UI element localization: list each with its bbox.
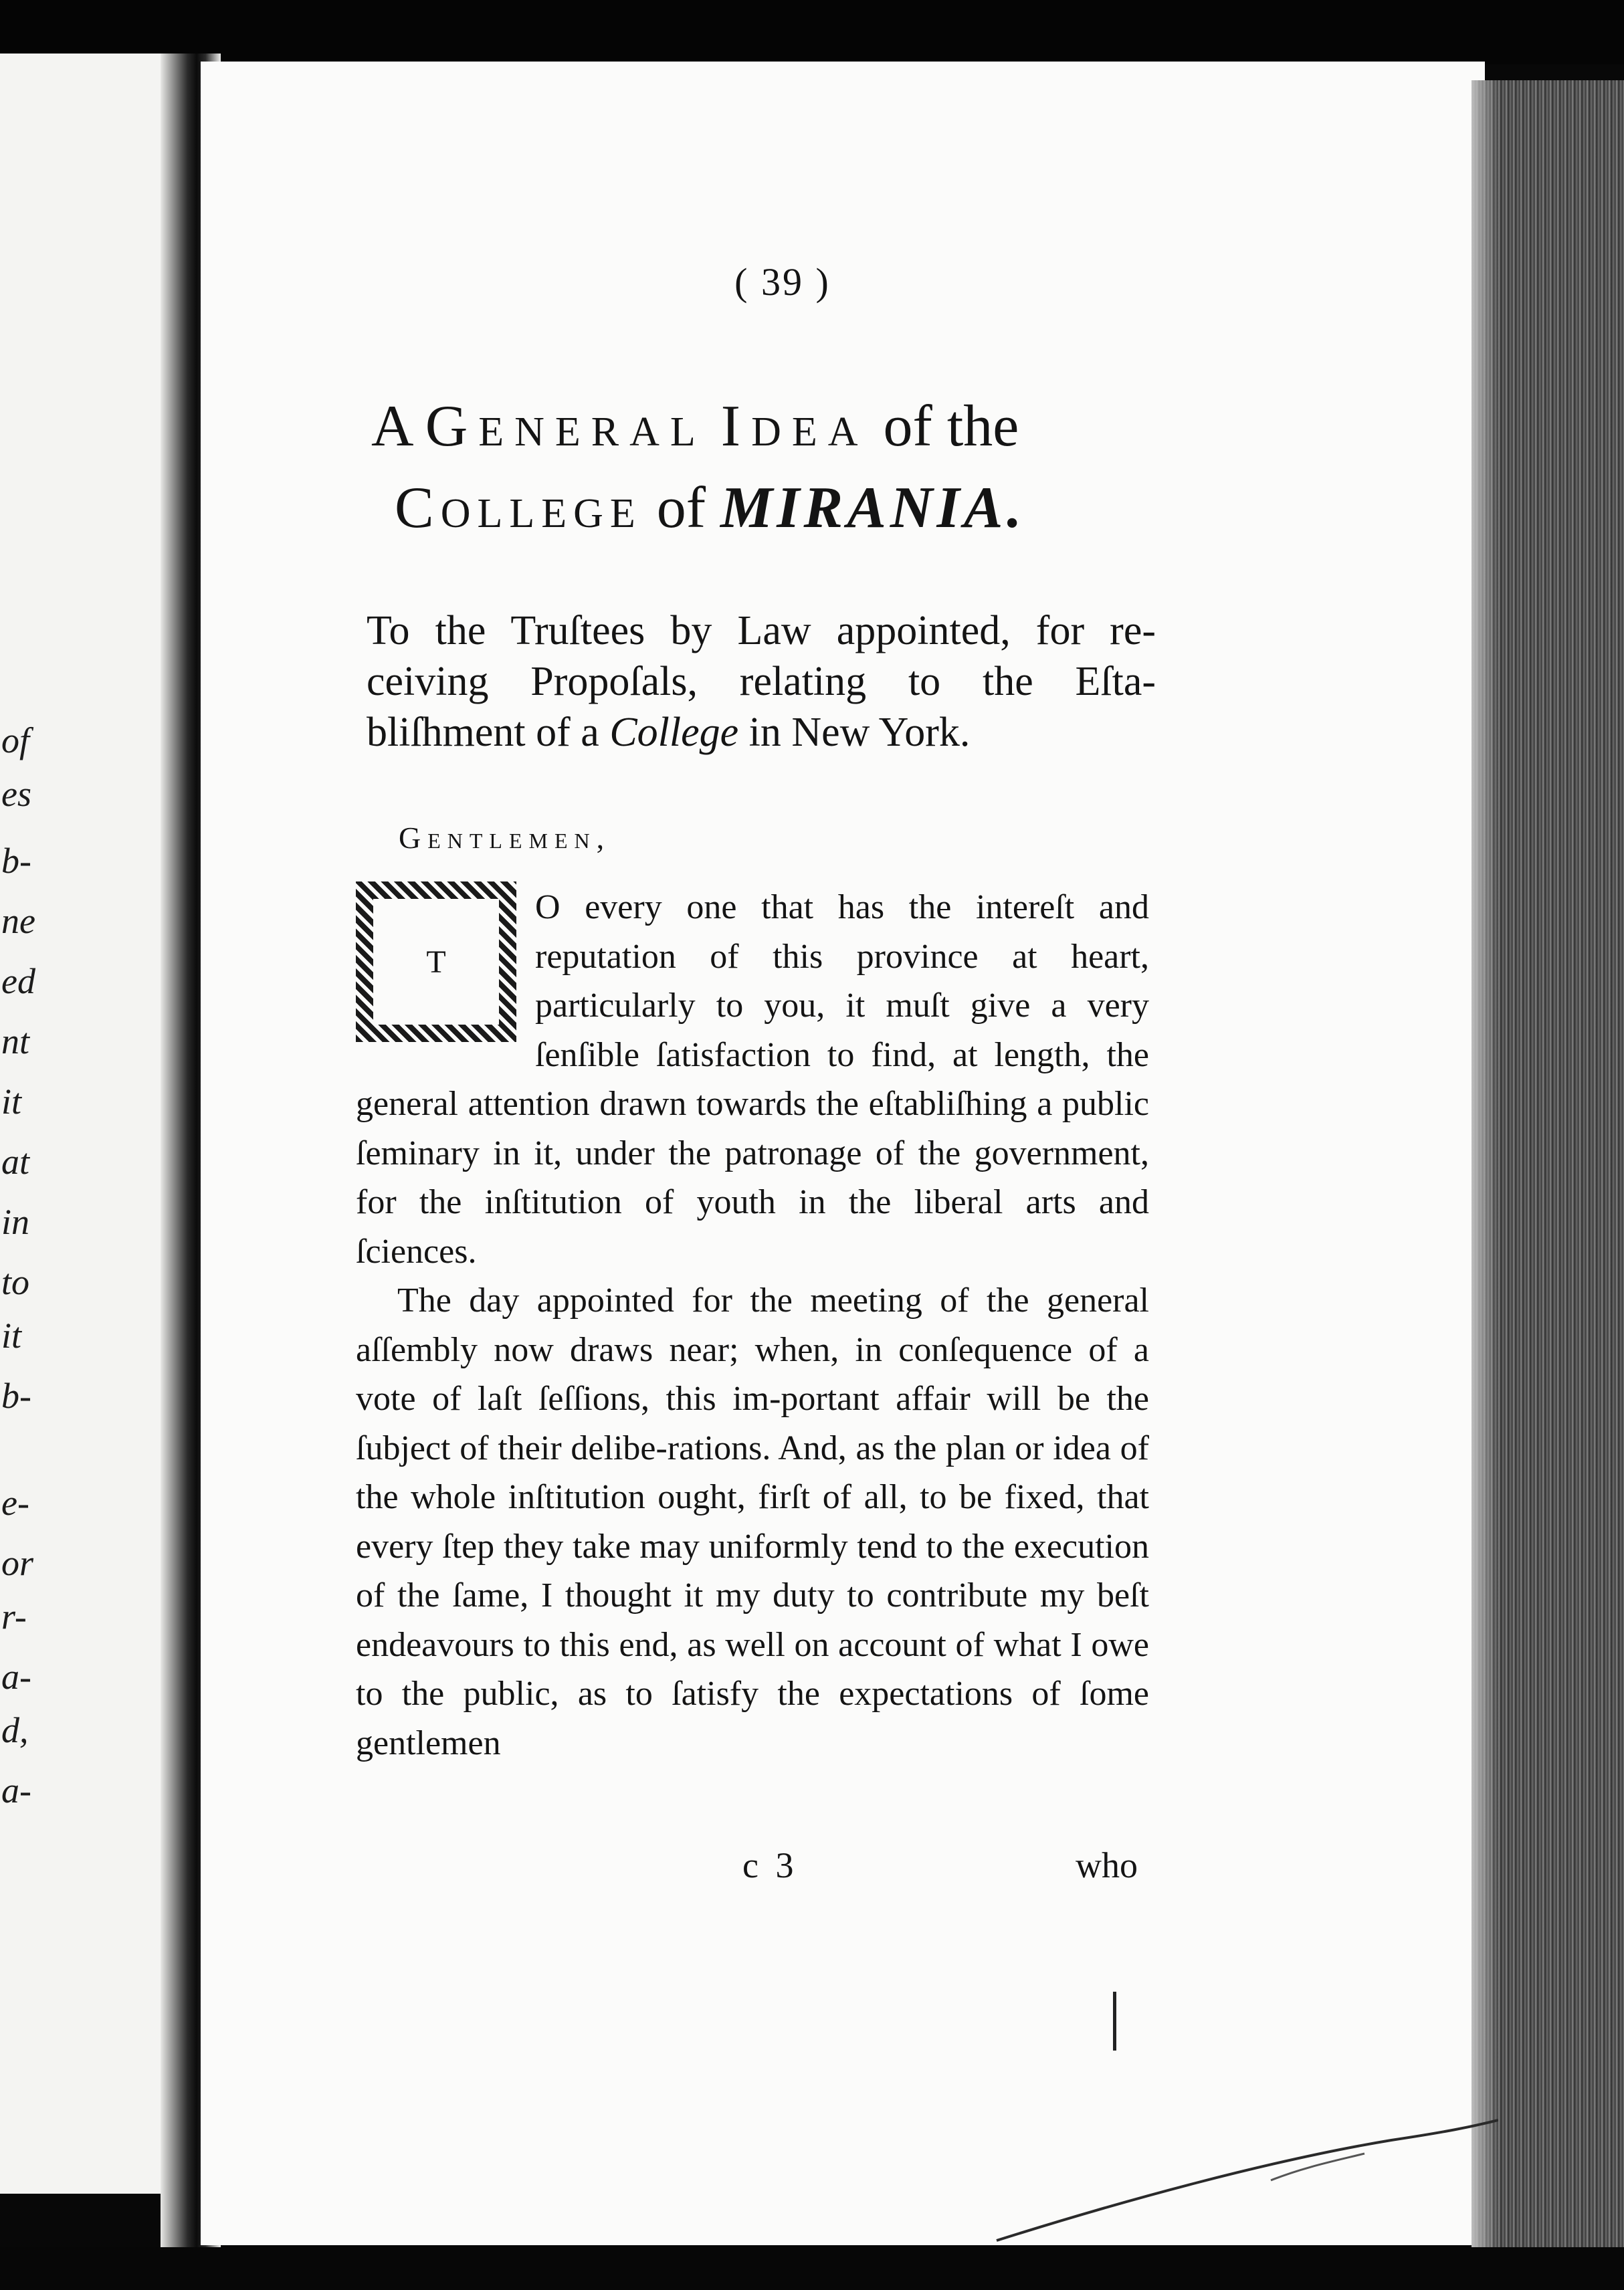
drop-cap-ornament (356, 881, 516, 1042)
left-fragment: in (1, 1202, 30, 1242)
left-fragment: r- (1, 1596, 27, 1637)
left-fragment: nt (1, 1021, 30, 1061)
left-fragment: b- (1, 1376, 31, 1416)
scan-bottom-edge (0, 2247, 1624, 2290)
left-fragment: or (1, 1543, 34, 1583)
title-word: College (395, 476, 642, 540)
left-fragment: it (1, 1081, 22, 1122)
page-number: ( 39 ) (734, 260, 831, 304)
title-line-1 (371, 395, 1174, 459)
address-text: To the Truſtees by Law appointed, for re-ceiving Propoſals, relating to the Eſta-bliſhment of a (367, 608, 1156, 755)
left-fragment: ed (1, 961, 35, 1001)
left-fragment: of (1, 720, 30, 760)
left-fragment: b- (1, 841, 31, 881)
title-word: of the (883, 394, 1019, 459)
left-fragment: a- (1, 1770, 31, 1810)
address-italic: College (609, 710, 739, 755)
title-line-2 (395, 476, 1197, 540)
title-word: MIRANIA. (720, 476, 1026, 540)
page-edge-shade (1471, 80, 1498, 2261)
address-text: in New York. (738, 710, 971, 755)
paragraph: The day appointed for the meeting of the general aſſembly now draws near; when, in conſequence of a vote of laſt ſeſſions, this im-portant affair will be the ſubject of their delibe-rations. And, as the plan or idea of the whole inſtitution ought, firſt of all, to be fixed, that every ſtep they take may uniformly tend to the execution of the ſame, I thought it my duty to contribute my beſt endeavours to this end, as well on account of what I owe to the public, as to ſatisfy the expectations of ſome gentlemen (356, 1281, 1149, 1762)
salutation: Gentlemen, (399, 821, 611, 855)
left-fragment: a- (1, 1657, 31, 1697)
paragraph: O every one that has the intereſt and reputation of this province at heart, particularly to you, it muſt give a very ſenſible ſatisfaction to find, at length, the general attention drawn towards the eſtabliſhing a public ſeminary in it, under the patronage of the government, for the inſtitution of youth in the liberal arts and ſciences. (356, 888, 1149, 1271)
title-word: Idea (720, 394, 869, 459)
scan-top-edge (0, 0, 1624, 64)
title-word: General (425, 394, 706, 459)
pencil-mark (1113, 1992, 1116, 2051)
left-fragment: it (1, 1316, 22, 1356)
left-fragment: at (1, 1142, 30, 1182)
left-fragment: d, (1, 1710, 29, 1750)
left-fragment: to (1, 1262, 30, 1302)
left-fragment: e- (1, 1483, 29, 1523)
page-tear-mark (990, 2100, 1498, 2247)
address-heading (367, 605, 1156, 758)
title-word: A (371, 394, 411, 459)
signature-mark: c 3 (742, 1845, 798, 1885)
title-word: of (656, 476, 706, 540)
catchword: who (1076, 1845, 1138, 1885)
left-fragment: ne (1, 901, 35, 941)
left-fragment: es (1, 774, 31, 814)
drop-cap-letter: T (426, 944, 446, 980)
